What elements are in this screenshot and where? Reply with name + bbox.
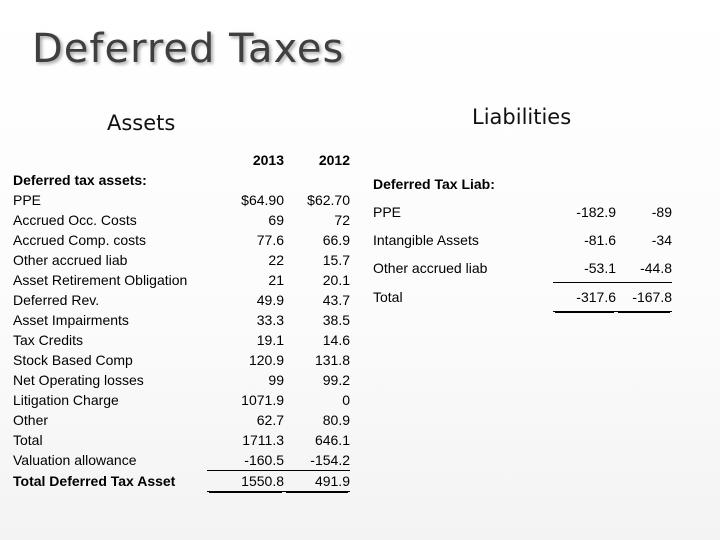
row-value-2013: 21: [268, 272, 284, 288]
row-label: Net Operating losses: [13, 372, 144, 388]
slide-title: Deferred Taxes: [32, 26, 345, 72]
row-label: Tax Credits: [13, 332, 84, 348]
row-label: PPE: [13, 192, 42, 208]
row-label: Accrued Comp. costs: [13, 232, 147, 248]
assets-header-row: [13, 150, 350, 170]
row-value-2013: $64.90: [241, 192, 284, 208]
assets-section-row: [13, 170, 350, 190]
row-label: Total: [13, 432, 43, 448]
row-value-2013: -81.6: [584, 232, 616, 248]
row-value-2013: 77.6: [256, 232, 284, 248]
row-value-2013: 62.7: [256, 412, 284, 428]
table-row: [13, 430, 350, 450]
row-label: PPE: [373, 204, 402, 220]
row-label: Other: [13, 412, 49, 428]
row-value-2013: 33.3: [256, 312, 284, 328]
total-value-2012: 491.9: [284, 471, 350, 492]
liabilities-table: [373, 170, 672, 312]
row-value-2013: 1071.9: [241, 392, 284, 408]
table-row: [13, 190, 350, 210]
row-value-2012: -34: [651, 232, 672, 248]
row-value-2012: 14.6: [322, 332, 350, 348]
total-label: Total: [373, 289, 403, 305]
row-value-2013: 22: [268, 252, 284, 268]
row-label: Stock Based Comp: [13, 352, 133, 368]
row-value-2012: -89: [651, 204, 672, 220]
table-row: [13, 450, 350, 471]
row-label: Valuation allowance: [13, 452, 137, 469]
total-label: Total Deferred Tax Asset: [13, 473, 176, 489]
table-row: [373, 198, 672, 226]
row-value-2013: 69: [268, 212, 284, 228]
table-row: [373, 254, 672, 283]
assets-section-label: Deferred tax assets:: [13, 172, 147, 188]
liabilities-section-row: [373, 170, 672, 198]
row-label: Accrued Occ. Costs: [13, 212, 137, 228]
table-row: [13, 390, 350, 410]
row-value-2012: 38.5: [322, 312, 350, 328]
row-value-2012: 72: [334, 212, 350, 228]
row-value-2012: 15.7: [322, 252, 350, 268]
row-value-2012: -44.8: [616, 254, 672, 283]
table-row: [373, 226, 672, 254]
table-row: [13, 210, 350, 230]
column-header-2012: 2012: [318, 152, 350, 168]
row-value-2012: 0: [342, 392, 350, 408]
table-row: [13, 350, 350, 370]
column-header-2013: 2013: [252, 152, 284, 168]
total-value-2012: -167.8: [616, 283, 672, 312]
table-row: [13, 330, 350, 350]
table-row: [13, 230, 350, 250]
row-value-2012: 131.8: [314, 352, 350, 368]
table-row: [13, 270, 350, 290]
total-value-2013: 1550.8: [207, 471, 284, 492]
row-label: Asset Retirement Obligation: [13, 272, 188, 288]
row-value-2013: 49.9: [256, 292, 284, 308]
table-row: [13, 250, 350, 270]
liabilities-section-label: Deferred Tax Liab:: [373, 176, 495, 192]
row-value-2012: 43.7: [322, 292, 350, 308]
row-value-2013: -160.5: [207, 450, 284, 471]
row-value-2012: 20.1: [322, 272, 350, 288]
total-value-2013: -317.6: [553, 283, 616, 312]
row-value-2012: 99.2: [322, 372, 350, 388]
table-row: [13, 290, 350, 310]
row-value-2012: 646.1: [314, 432, 350, 448]
row-value-2013: 99: [268, 372, 284, 388]
row-label: Intangible Assets: [373, 232, 479, 248]
row-value-2013: 1711.3: [242, 432, 284, 448]
row-label: Litigation Charge: [13, 392, 119, 408]
row-label: Other accrued liab: [373, 260, 488, 277]
row-value-2013: -53.1: [553, 254, 616, 283]
row-value-2012: $62.70: [307, 192, 350, 208]
liabilities-total-row: [373, 283, 672, 312]
table-row: [13, 410, 350, 430]
liabilities-heading: Liabilities: [472, 105, 572, 129]
row-label: Deferred Rev.: [13, 292, 100, 308]
table-row: [13, 310, 350, 330]
table-row: [13, 370, 350, 390]
row-value-2013: -182.9: [576, 204, 616, 220]
assets-table: [13, 150, 350, 492]
row-value-2012: 80.9: [322, 412, 350, 428]
row-value-2012: -154.2: [284, 450, 350, 471]
row-label: Other accrued liab: [13, 252, 128, 268]
row-value-2012: 66.9: [322, 232, 350, 248]
row-value-2013: 19.1: [256, 332, 284, 348]
row-label: Asset Impairments: [13, 312, 129, 328]
assets-heading: Assets: [107, 111, 176, 135]
row-value-2013: 120.9: [248, 352, 284, 368]
assets-total-row: [13, 471, 350, 492]
